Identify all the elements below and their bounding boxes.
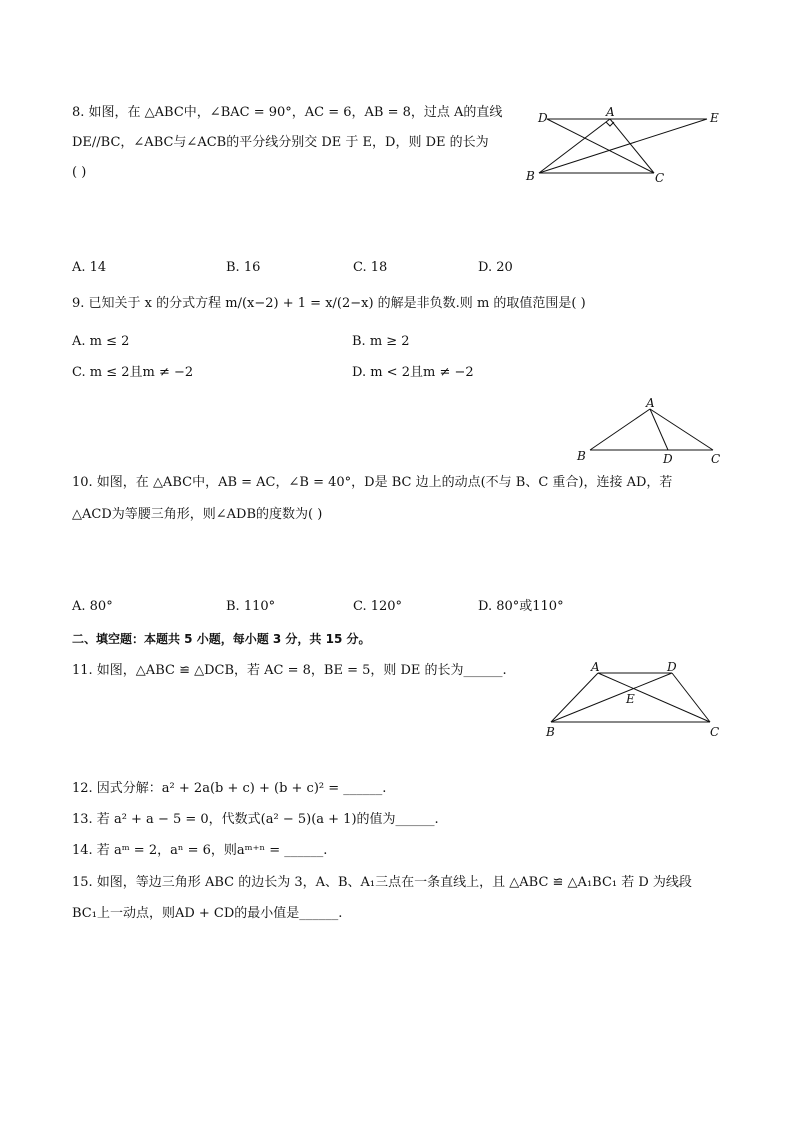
q14-text-line1: 14. 若 aᵐ = 2，aⁿ = 6，则aᵐ⁺ⁿ = ______. <box>72 843 328 858</box>
q10-label-D: D <box>663 452 673 466</box>
q8-text-line1: 8. 如图，在 △ABC中，∠BAC = 90°，AC = 6，AB = 8，过点 A的直线 <box>72 105 503 120</box>
q9-option-a[interactable]: A. m ≤ 2 <box>72 334 130 349</box>
q13-text-line1: 13. 若 a² + a − 5 = 0，代数式(a² − 5)(a + 1)的值为______. <box>72 812 439 827</box>
q11-text-line1: 11. 如图，△ABC ≌ △DCB，若 AC = 8，BE = 5，则 DE 的长为______. <box>72 663 507 678</box>
q10-label-C: C <box>711 452 721 466</box>
q11-segment-AB <box>551 673 598 722</box>
q8-text-line2: DE//BC，∠ABC与∠ACB的平分线分别交 DE 于 E，D，则 DE 的长为 <box>72 135 489 150</box>
q11-figure <box>540 656 730 746</box>
q10-segment-AB <box>590 409 650 450</box>
q9-option-d[interactable]: D. m < 2且m ≠ −2 <box>352 365 474 380</box>
q8-option-b[interactable]: B. 16 <box>226 260 261 275</box>
q8-segment-AC <box>610 119 654 173</box>
q11-label-E: E <box>626 692 635 706</box>
q8-text-line3: ( ) <box>72 165 87 180</box>
q12-text-line1: 12. 因式分解：a² + 2a(b + c) + (b + c)² = ______. <box>72 781 387 796</box>
q8-label-B: B <box>526 169 535 183</box>
q11-label-B: B <box>546 725 555 739</box>
q10-label-B: B <box>577 449 586 463</box>
q9-text-line1: 9. 已知关于 x 的分式方程 m/(x−2) + 1 = x/(2−x) 的解是非负数.则 m 的取值范围是( ) <box>72 296 586 311</box>
q11-segment-DC <box>672 673 710 722</box>
q8-label-C: C <box>655 171 665 185</box>
q11-label-C: C <box>710 725 720 739</box>
section2-title: 二、填空题：本题共 5 小题，每小题 3 分，共 15 分。 <box>72 632 371 646</box>
q8-label-A: A <box>606 105 615 119</box>
q10-label-A: A <box>646 396 655 410</box>
q11-label-A: A <box>591 660 600 674</box>
q8-label-E: E <box>710 111 719 125</box>
q8-right-angle-mark <box>606 122 614 126</box>
q10-figure <box>570 395 730 470</box>
q8-figure <box>520 100 730 190</box>
q8-option-c[interactable]: C. 18 <box>353 260 388 275</box>
q8-label-D: D <box>538 111 548 125</box>
q9-option-c[interactable]: C. m ≤ 2且m ≠ −2 <box>72 365 194 380</box>
q8-segment-AB <box>539 119 610 173</box>
q10-text-line2: △ACD为等腰三角形，则∠ADB的度数为( ) <box>72 507 323 522</box>
q8-option-a[interactable]: A. 14 <box>72 260 107 275</box>
q15-text-line1: 15. 如图，等边三角形 ABC 的边长为 3，A、B、A₁三点在一条直线上，且 △ABC ≌ △A₁BC₁ 若 D 为线段 <box>72 875 692 890</box>
q11-label-D: D <box>667 660 677 674</box>
q10-option-c[interactable]: C. 120° <box>353 599 403 614</box>
q15-text-line2: BC₁上一动点，则AD + CD的最小值是______. <box>72 906 343 921</box>
q8-option-d[interactable]: D. 20 <box>478 260 513 275</box>
q10-option-b[interactable]: B. 110° <box>226 599 276 614</box>
q9-option-b[interactable]: B. m ≥ 2 <box>352 334 410 349</box>
q10-option-a[interactable]: A. 80° <box>72 599 113 614</box>
q10-option-d[interactable]: D. 80°或110° <box>478 599 564 614</box>
q8-segment-BE <box>539 119 707 173</box>
q10-text-line1: 10. 如图，在 △ABC中，AB = AC，∠B = 40°，D是 BC 边上的动点(不与 B、C 重合)，连接 AD，若 <box>72 475 673 490</box>
